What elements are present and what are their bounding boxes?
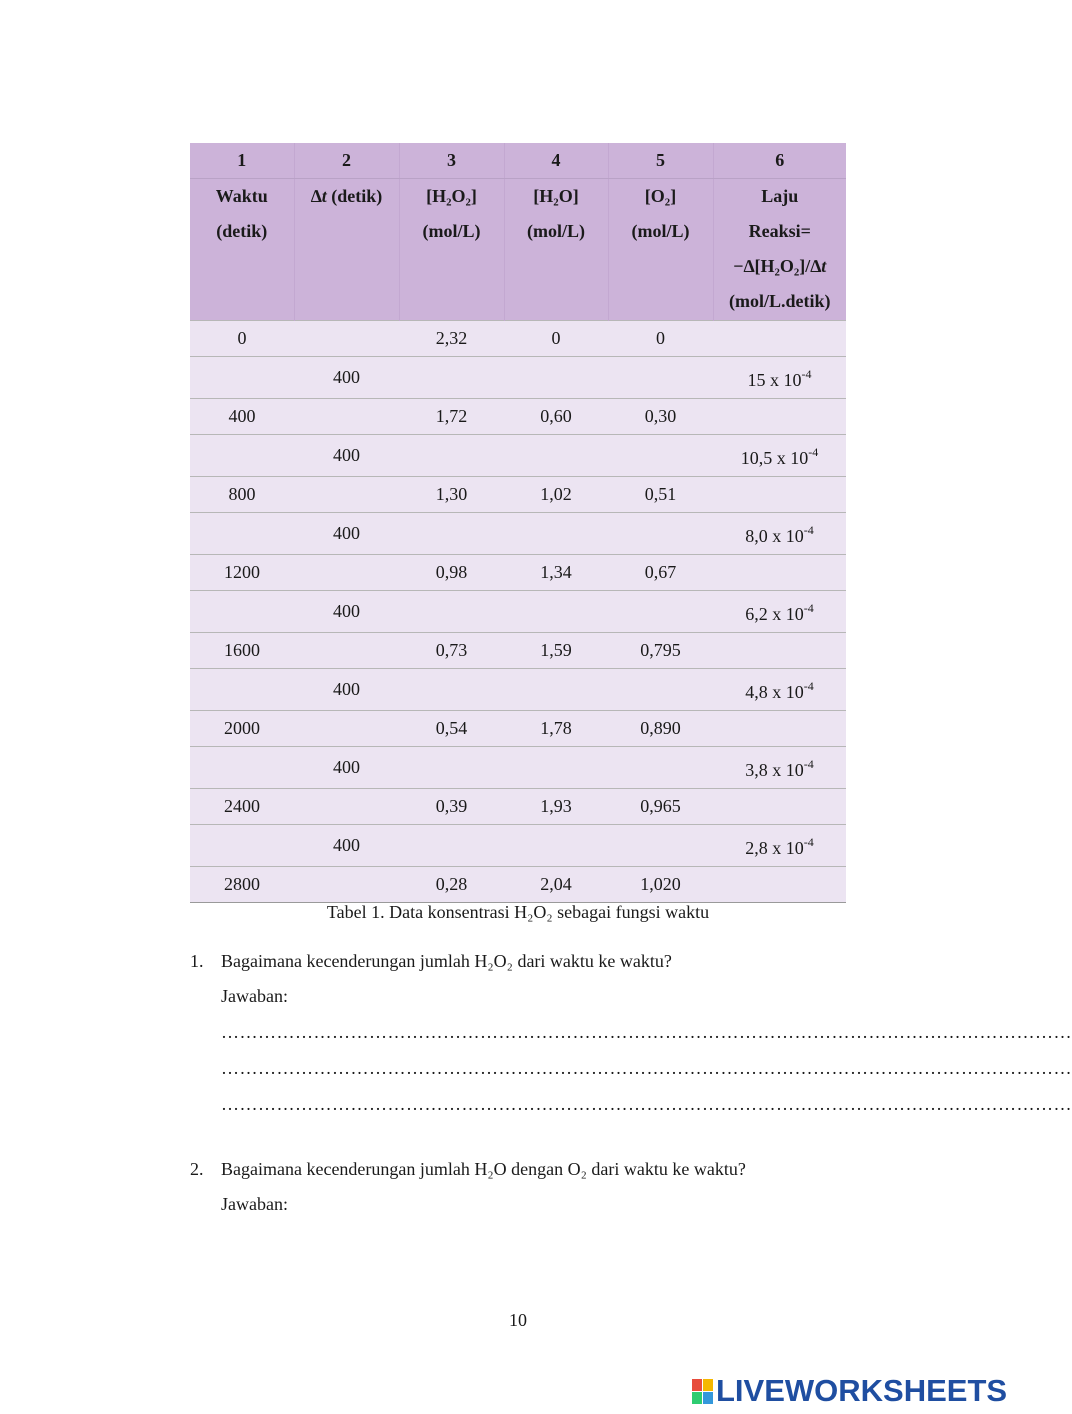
- table-cell: [713, 711, 846, 747]
- column-header-row: [190, 179, 846, 321]
- table-cell: 0: [608, 321, 713, 357]
- table-cell: 2400: [190, 789, 294, 825]
- table-cell: 15 x $10^{-4}$: [713, 357, 846, 399]
- table-cell: [504, 435, 608, 477]
- table-cell: [713, 477, 846, 513]
- table-row: [190, 867, 846, 903]
- table-cell: 400: [190, 399, 294, 435]
- question-text: Bagaimana kecenderungan jumlah H₂O dengan O₂ dari waktu ke waktu?: [221, 1159, 746, 1179]
- table-cell: [190, 825, 294, 867]
- table-cell: [294, 789, 399, 825]
- logo-square: [692, 1379, 702, 1391]
- rate-exponent: -4: [803, 835, 814, 849]
- col-number: 4: [504, 143, 608, 179]
- header-reaction-rate: Laju Reaksi= −∆[H₂O₂]/∆t (mol/L.detik): [713, 179, 846, 321]
- col-number: 3: [399, 143, 504, 179]
- table-cell: 1200: [190, 555, 294, 591]
- table-cell: [504, 357, 608, 399]
- table-cell: 400: [294, 357, 399, 399]
- table-cell: [713, 321, 846, 357]
- table-cell: 0,28: [399, 867, 504, 903]
- table-cell: 0,39: [399, 789, 504, 825]
- table-cell: 0,54: [399, 711, 504, 747]
- answer-line[interactable]: …………………………………………………………………………………………………………………………: [221, 1022, 1072, 1042]
- rate-exponent: -4: [803, 601, 814, 615]
- table-row: [190, 477, 846, 513]
- table-cell: 1,02: [504, 477, 608, 513]
- table-caption: Tabel 1. Data konsentrasi H₂O₂ sebagai fungsi waktu: [326, 902, 710, 922]
- table-cell: [504, 591, 608, 633]
- table-cell: 1,78: [504, 711, 608, 747]
- rate-exponent: -4: [801, 367, 812, 381]
- logo-square: [703, 1392, 713, 1404]
- table-cell: [713, 555, 846, 591]
- table-cell: [399, 747, 504, 789]
- table-cell: 2,04: [504, 867, 608, 903]
- table-cell: [504, 513, 608, 555]
- table-cell: 0: [190, 321, 294, 357]
- page-number: 10: [509, 1310, 527, 1330]
- table-cell: 0,67: [608, 555, 713, 591]
- table-cell: [399, 513, 504, 555]
- table-cell: [608, 669, 713, 711]
- table-cell: 10,5 x $10^{-4}$: [713, 435, 846, 477]
- table-cell: [190, 669, 294, 711]
- header-h2o: [H₂O] (mol/L): [504, 179, 608, 321]
- table-cell: 2,32: [399, 321, 504, 357]
- table-cell: 1,59: [504, 633, 608, 669]
- table-cell: [190, 591, 294, 633]
- table-cell: [504, 825, 608, 867]
- table-cell: [713, 789, 846, 825]
- table-cell: 800: [190, 477, 294, 513]
- table-cell: 400: [294, 435, 399, 477]
- table-cell: [294, 399, 399, 435]
- header-o2: [O₂] (mol/L): [608, 179, 713, 321]
- table-cell: 1,72: [399, 399, 504, 435]
- table-cell: [190, 357, 294, 399]
- col-number: 2: [294, 143, 399, 179]
- table-cell: 2800: [190, 867, 294, 903]
- table-cell: [399, 825, 504, 867]
- table-row: [190, 357, 846, 399]
- logo-square: [692, 1392, 702, 1404]
- table-cell: [713, 867, 846, 903]
- table-cell: 0,890: [608, 711, 713, 747]
- question-number: 2.: [190, 1159, 204, 1179]
- logo-mark-icon: [692, 1378, 714, 1404]
- table-row: [190, 747, 846, 789]
- table-cell: [190, 435, 294, 477]
- table-cell: [294, 711, 399, 747]
- logo-square: [703, 1379, 713, 1391]
- table-cell: [399, 357, 504, 399]
- table-cell: [713, 399, 846, 435]
- table-cell: [399, 591, 504, 633]
- table-cell: [294, 555, 399, 591]
- table-cell: [190, 747, 294, 789]
- table-cell: 400: [294, 513, 399, 555]
- table-cell: [399, 435, 504, 477]
- rate-exponent: -4: [808, 445, 819, 459]
- rate-exponent: -4: [803, 757, 814, 771]
- table-cell: 400: [294, 591, 399, 633]
- table-cell: 1,30: [399, 477, 504, 513]
- table-cell: 1,020: [608, 867, 713, 903]
- table-cell: [608, 591, 713, 633]
- table-row: [190, 399, 846, 435]
- table-row: [190, 711, 846, 747]
- table-cell: 0,795: [608, 633, 713, 669]
- table-cell: [608, 435, 713, 477]
- table-cell: [294, 321, 399, 357]
- col-number: 1: [190, 143, 294, 179]
- table-cell: 0: [504, 321, 608, 357]
- table-cell: [504, 669, 608, 711]
- answer-label: Jawaban:: [221, 1194, 288, 1214]
- table-cell: 400: [294, 669, 399, 711]
- table-cell: 8,0 x $10^{-4}$: [713, 513, 846, 555]
- table-cell: [608, 825, 713, 867]
- table-row: [190, 555, 846, 591]
- question-number: 1.: [190, 951, 204, 971]
- table-cell: [608, 357, 713, 399]
- table-cell: 3,8 x $10^{-4}$: [713, 747, 846, 789]
- table-cell: 0,30: [608, 399, 713, 435]
- table-row: [190, 435, 846, 477]
- table-cell: 1,93: [504, 789, 608, 825]
- table-cell: 0,60: [504, 399, 608, 435]
- logo-text: LIVEWORKSHEETS: [716, 1373, 1008, 1408]
- table-row: [190, 633, 846, 669]
- table-cell: [294, 633, 399, 669]
- table-cell: 0,98: [399, 555, 504, 591]
- table-cell: 1,34: [504, 555, 608, 591]
- column-number-row: [190, 143, 846, 179]
- table-cell: 2000: [190, 711, 294, 747]
- table-cell: 2,8 x $10^{-4}$: [713, 825, 846, 867]
- table-row: [190, 513, 846, 555]
- table-cell: 0,73: [399, 633, 504, 669]
- concentration-table: [190, 143, 846, 903]
- col-number: 6: [713, 143, 846, 179]
- table-row: [190, 591, 846, 633]
- table-cell: 6,2 x $10^{-4}$: [713, 591, 846, 633]
- header-delta-time: ∆t (detik): [294, 179, 399, 321]
- table-cell: [294, 867, 399, 903]
- rate-exponent: -4: [803, 523, 814, 537]
- table-cell: [190, 513, 294, 555]
- table-cell: 0,51: [608, 477, 713, 513]
- table-cell: [294, 477, 399, 513]
- question-text: Bagaimana kecenderungan jumlah H₂O₂ dari waktu ke waktu?: [221, 951, 672, 971]
- table-cell: [713, 633, 846, 669]
- col-number: 5: [608, 143, 713, 179]
- header-time: Waktu (detik): [215, 186, 268, 241]
- table-cell: 4,8 x $10^{-4}$: [713, 669, 846, 711]
- table-cell: [608, 513, 713, 555]
- table-row: [190, 825, 846, 867]
- table-row: [190, 669, 846, 711]
- header-h2o2: [H₂O₂] (mol/L): [399, 179, 504, 321]
- liveworksheets-logo: [692, 1374, 1007, 1408]
- answer-label: Jawaban:: [221, 986, 288, 1006]
- table-cell: 400: [294, 825, 399, 867]
- table-row: [190, 321, 846, 357]
- table-cell: [399, 669, 504, 711]
- table-cell: 400: [294, 747, 399, 789]
- table-cell: [504, 747, 608, 789]
- table-cell: 0,965: [608, 789, 713, 825]
- rate-exponent: -4: [803, 679, 814, 693]
- table-cell: [608, 747, 713, 789]
- table-row: [190, 789, 846, 825]
- table-cell: 1600: [190, 633, 294, 669]
- answer-line[interactable]: …………………………………………………………………………………………………………………………: [221, 1058, 1072, 1078]
- answer-line[interactable]: …………………………………………………………………………………………………………………………: [221, 1094, 1072, 1114]
